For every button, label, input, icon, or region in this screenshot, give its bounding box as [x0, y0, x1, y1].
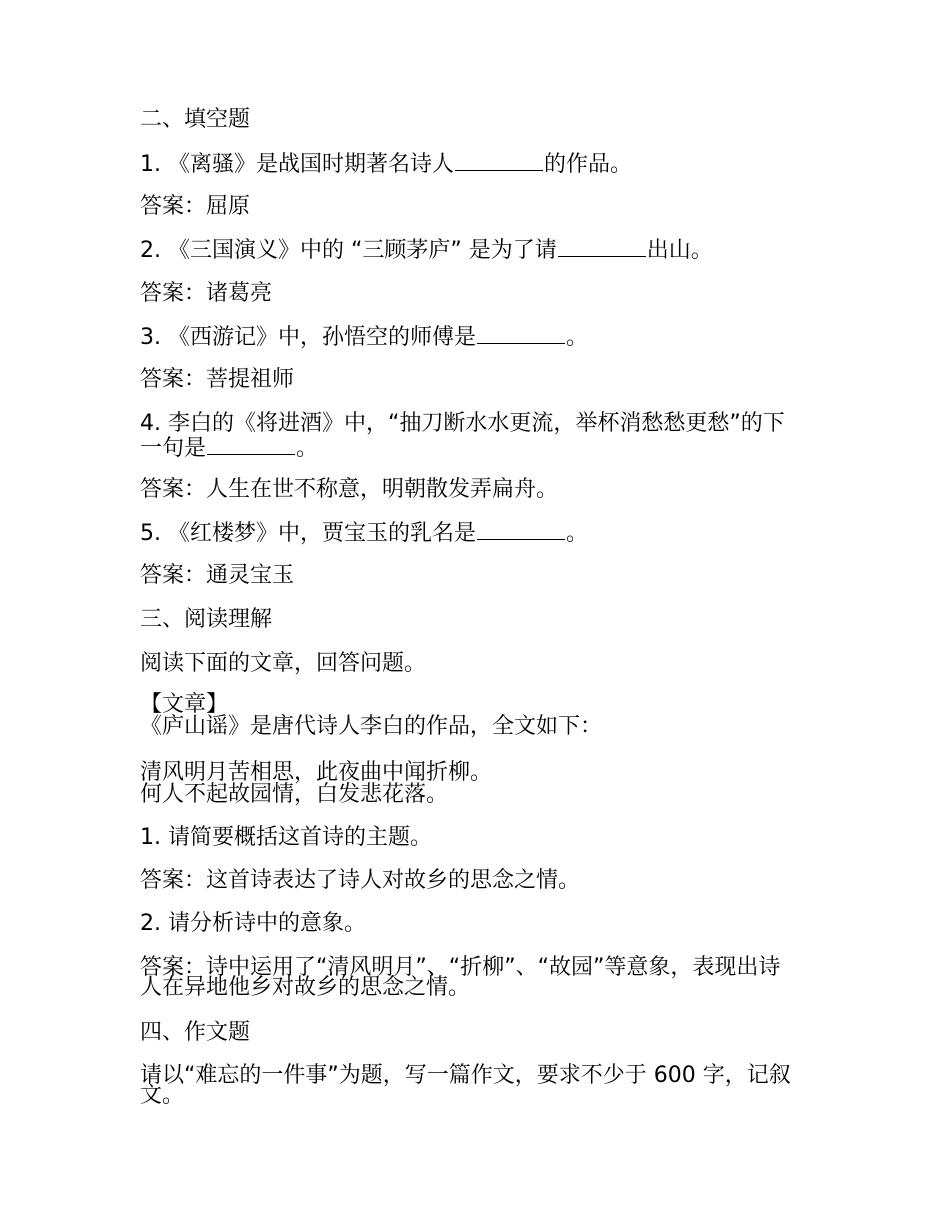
reading-heading: 三、阅读理解: [140, 607, 273, 632]
answer-blank: [558, 236, 646, 257]
question-2-suffix: 出山。: [646, 238, 713, 263]
question-5: [140, 519, 800, 548]
answer-blank: [207, 434, 295, 455]
reading-instruction: 阅读下面的文章，回答问题。: [140, 651, 427, 676]
question-5-text: 5. 《红楼梦》中，贾宝玉的乳名是: [140, 521, 476, 546]
question-2: [140, 236, 800, 265]
answer-1: 答案：屈原: [140, 194, 251, 219]
question-1: [140, 150, 800, 179]
poem-line-2: 何人不起故园情，白发悲花落。: [140, 782, 449, 807]
essay-prompt: 请以“难忘的一件事”为题，写一篇作文，要求不少于 600 字，记叙文。: [140, 1063, 791, 1108]
answer-3: 答案：菩提祖师: [140, 367, 295, 392]
reading-question-2: 2. 请分析诗中的意象。: [140, 911, 366, 936]
question-4: [140, 411, 800, 461]
question-1-suffix: 的作品。: [543, 152, 632, 177]
answer-blank: [477, 519, 565, 540]
answer-4: 答案：人生在世不称意，明朝散发弄扁舟。: [140, 477, 559, 502]
question-3-text: 3. 《西游记》中，孙悟空的师傅是: [140, 325, 476, 350]
poem-line-1: 清风明月苦相思，此夜曲中闻折柳。: [140, 760, 493, 785]
reading-question-1: 1. 请简要概括这首诗的主题。: [140, 825, 432, 850]
answer-blank: [477, 323, 565, 344]
fill-blank-heading: 二、填空题: [140, 107, 251, 132]
question-4-text: 4. 李白的《将进酒》中，“抽刀断水水更流，举杯消愁愁更愁”的下一句是: [140, 411, 785, 461]
question-1-text: 1. 《离骚》是战国时期著名诗人: [140, 152, 454, 177]
answer-5: 答案：通灵宝玉: [140, 563, 295, 588]
question-5-suffix: 。: [566, 521, 589, 546]
reading-answer-2: 答案：诗中运用了“清风明月”、“折柳”、“故园”等意象，表现出诗人在异地他乡对故乡的思念之情。: [140, 955, 781, 1000]
question-3-suffix: 。: [566, 325, 589, 350]
answer-2: 答案：诸葛亮: [140, 281, 273, 306]
article-label: 【文章】: [140, 692, 229, 717]
essay-heading: 四、作文题: [140, 1020, 251, 1045]
question-4-suffix: 。: [296, 436, 319, 461]
question-3: [140, 323, 800, 352]
reading-answer-1: 答案：这首诗表达了诗人对故乡的思念之情。: [140, 868, 581, 893]
question-2-text: 2. 《三国演义》中的 “三顾茅庐” 是为了请: [140, 238, 557, 263]
article-intro: 《庐山谣》是唐代诗人李白的作品，全文如下：: [140, 714, 603, 739]
answer-blank: [455, 150, 543, 171]
